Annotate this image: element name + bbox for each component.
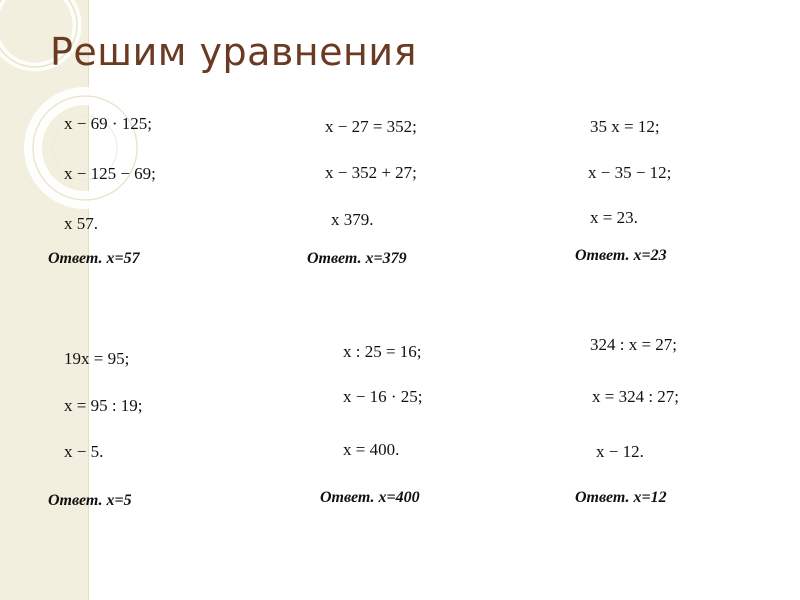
problem-5-line-1: x : 25 = 16;: [343, 342, 422, 361]
problem-3-answer: Ответ. х=23: [575, 247, 667, 264]
problem-2-answer: Ответ. х=379: [307, 250, 407, 267]
problem-3-line-1: 35 x = 12;: [590, 117, 660, 136]
problem-5-answer: Ответ. х=400: [320, 489, 420, 506]
problem-4-line-1: 19x = 95;: [64, 349, 130, 368]
problem-3-line-3: x = 23.: [590, 208, 638, 227]
problem-1-line-1: x − 69 · 125;: [64, 114, 152, 133]
problem-2-line-1: x − 27 = 352;: [325, 117, 417, 136]
problem-6-line-1: 324 : x = 27;: [590, 335, 678, 354]
problem-4-line-3: x − 5.: [64, 442, 104, 461]
problem-5-line-3: x = 400.: [343, 440, 400, 459]
problem-1-line-3: x 57.: [64, 214, 98, 233]
problem-4-answer: Ответ. х=5: [48, 492, 132, 509]
page-title: Решим уравнения: [50, 30, 417, 74]
problem-6-line-2: x = 324 : 27;: [592, 387, 680, 406]
problem-2-line-3: x 379.: [331, 210, 374, 229]
problem-6-line-3: x − 12.: [596, 442, 644, 461]
problem-1-answer: Ответ. х=57: [48, 250, 140, 267]
problem-6-answer: Ответ. х=12: [575, 489, 667, 506]
problem-1-line-2: x − 125 − 69;: [64, 164, 156, 183]
problem-3-line-2: x − 35 − 12;: [588, 163, 672, 182]
problem-4-line-2: x = 95 : 19;: [64, 396, 143, 415]
problem-2-line-2: x − 352 + 27;: [325, 163, 417, 182]
problem-5-line-2: x − 16 · 25;: [343, 387, 423, 406]
